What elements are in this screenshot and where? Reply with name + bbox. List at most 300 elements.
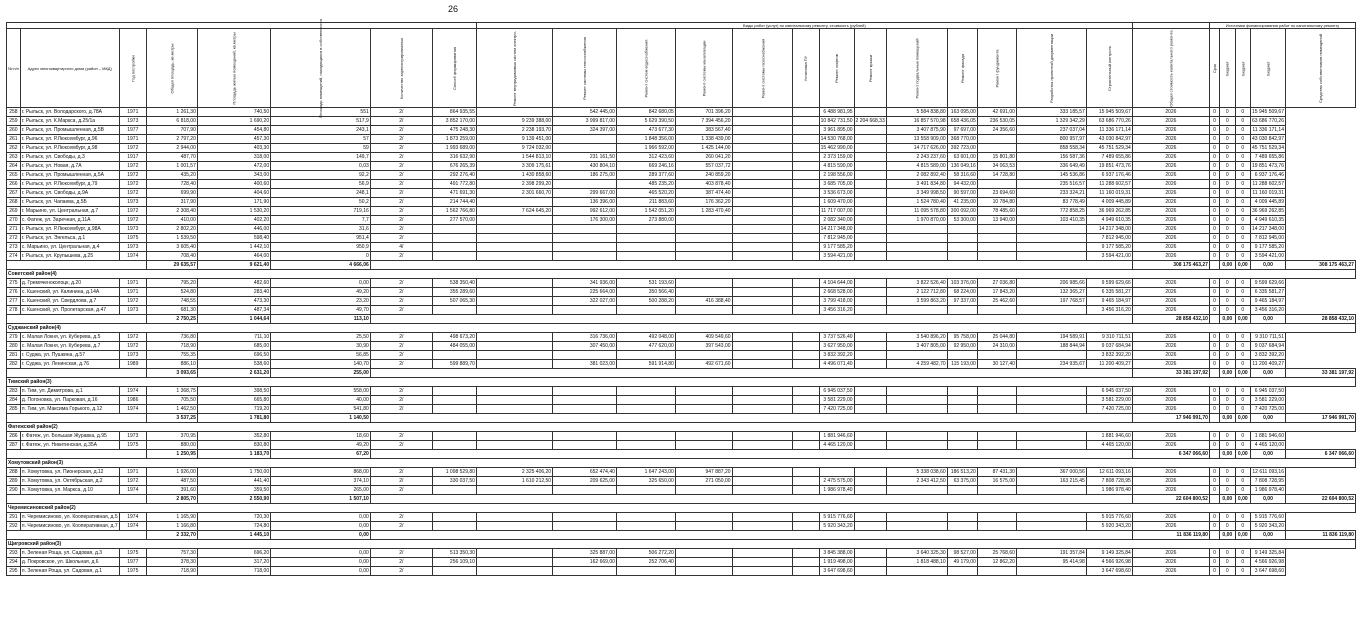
cell-term: 2026 xyxy=(1132,243,1209,252)
cell-c7 xyxy=(793,225,819,234)
works-group-header: Виды работ (услуг) по капитальному ремонту, стоимость (рублей) xyxy=(476,23,1132,29)
cell-b1: 0 xyxy=(1209,180,1219,189)
cell-addr: г. Суджа, ул. Пушкина, д.57 xyxy=(20,351,119,360)
cell-own_funds: 1 986 978,40 xyxy=(1251,486,1286,495)
cell-b3: 0 xyxy=(1235,549,1250,558)
column-header-label: Ремонт системы теплоснабжения xyxy=(581,36,587,100)
cell-c11 xyxy=(947,567,977,576)
cell-year: 1977 xyxy=(119,558,146,567)
cell-c10: 2 243 237,60 xyxy=(886,153,947,162)
cell-c6 xyxy=(732,297,793,306)
cell-c12 xyxy=(977,225,1016,234)
cell-c8: 3 799 418,00 xyxy=(819,297,854,306)
cell-total: 308 175 463,27 xyxy=(1132,261,1209,270)
cell-b3: 0 xyxy=(1235,225,1250,234)
cell-year: 1974 xyxy=(119,486,146,495)
cell-live: 343,00 xyxy=(197,171,270,180)
cell-c1: 316 632,90 xyxy=(432,153,476,162)
cell-c7 xyxy=(793,333,819,342)
cell-live: 473,30 xyxy=(197,297,270,306)
cell-addr: п. Черемисиново, ул. Кооперативная, д.5 xyxy=(21,514,118,520)
cell-live: 711,10 xyxy=(197,333,270,342)
cell-c4: 842 680,05 xyxy=(616,108,675,117)
cell-area: 1 926,00 xyxy=(146,468,197,477)
cell-blank xyxy=(1209,414,1219,423)
cell-c3 xyxy=(553,441,617,450)
cell-reg: 2/ xyxy=(370,549,432,558)
cell-c6 xyxy=(732,333,793,342)
cell-own_funds: 5 920 343,20 xyxy=(1251,522,1286,531)
cell-n: 261 xyxy=(7,135,21,144)
cell-c2 xyxy=(476,513,552,522)
cell-c5 xyxy=(675,558,732,567)
cell-c2 xyxy=(476,234,552,243)
cell-area: 370,95 xyxy=(146,432,197,441)
cell-c5: 1 283 470,40 xyxy=(675,207,732,216)
cell-c1 xyxy=(432,243,476,252)
cell-year: 1972 xyxy=(119,216,146,225)
cell-c11: 300 092,00 xyxy=(947,207,977,216)
cell-n: 262 xyxy=(7,144,21,153)
cell-c6 xyxy=(732,171,793,180)
cell-c3: 225 664,00 xyxy=(553,288,617,297)
cell-c4 xyxy=(616,567,675,576)
cell-c12: 14 728,80 xyxy=(977,171,1016,180)
cell-c9 xyxy=(854,333,886,342)
cell-c12: 25 768,60 xyxy=(977,549,1016,558)
column-header xyxy=(616,29,675,108)
cell-blank xyxy=(370,315,1132,324)
cell-c3 xyxy=(553,243,617,252)
cell-year: 1917 xyxy=(119,153,146,162)
cell-c10: 3 407 805,00 xyxy=(886,342,947,351)
cell-c6 xyxy=(732,207,793,216)
cell-b2: 0 xyxy=(1220,171,1235,180)
cell-c3: 322 027,00 xyxy=(553,297,617,306)
cell-c9 xyxy=(854,351,886,360)
cell-c5: 701 396,20 xyxy=(675,108,732,117)
cell-c8: 3 456 316,20 xyxy=(819,306,854,315)
cell-c4: 473 677,30 xyxy=(616,126,675,135)
cell-c6 xyxy=(732,360,793,369)
cell-term: 2026 xyxy=(1132,180,1209,189)
column-header-label: Бюджет xyxy=(1224,60,1230,76)
cell-addr: с. Кшенский, ул. Калинина, д.14А xyxy=(20,288,119,297)
cell-addr: г. Рыльск, ул. Промышленная, д.5А xyxy=(20,171,119,180)
cell-c7 xyxy=(793,198,819,207)
cell-blank xyxy=(1209,531,1219,540)
cell-addr: п. Зеленая Роща, ул. Садовая, д.1 xyxy=(20,567,119,576)
cell-c8 xyxy=(819,468,854,477)
cell-addr: г. Рыльск, ул. Володарского, д.78А xyxy=(20,108,119,117)
cell-c12 xyxy=(977,234,1016,243)
cell-b1: 0,00 xyxy=(1220,414,1235,423)
column-header xyxy=(854,29,886,108)
cell-total: 28 858 432,10 xyxy=(1132,315,1209,324)
cell-c6 xyxy=(732,135,793,144)
cell-live: 472,00 xyxy=(197,162,270,171)
cell-c4: 252 706,40 xyxy=(616,558,675,567)
cell-year: 1974 xyxy=(119,252,146,261)
cell-b3: 0 xyxy=(1235,351,1250,360)
cell-live: 1 442,10 xyxy=(197,243,270,252)
cell-c6 xyxy=(732,252,793,261)
cell-year: 1971 xyxy=(119,279,146,288)
cell-b1: 0 xyxy=(1209,279,1219,288)
cell-b2: 0,00 xyxy=(1235,495,1250,504)
region-header-row xyxy=(7,423,1356,432)
cell-c5 xyxy=(675,549,732,558)
cell-live: 724,80 xyxy=(197,522,270,531)
cell-c4 xyxy=(616,522,675,531)
cell-c1 xyxy=(432,306,476,315)
cell-c11: 49 179,00 xyxy=(947,558,977,567)
cell-reg: 2/ xyxy=(370,198,432,207)
cell-c2: 2 398 299,20 xyxy=(476,180,552,189)
cell-area: 1 250,95 xyxy=(146,450,197,459)
cell-year: 1975 xyxy=(119,234,146,243)
cell-c12: 87 431,30 xyxy=(977,468,1016,477)
cell-c6 xyxy=(732,351,793,360)
cell-c9 xyxy=(854,144,886,153)
cell-b3: 0 xyxy=(1235,486,1250,495)
cell-c9 xyxy=(854,234,886,243)
cell-c5: 1 425 144,00 xyxy=(675,144,732,153)
column-header xyxy=(1220,29,1235,108)
cell-b3: 0 xyxy=(1235,558,1250,567)
cell-reg: 2/ xyxy=(370,513,432,522)
cell-c4: 531 193,60 xyxy=(616,279,675,288)
cell-year: 1972 xyxy=(119,333,146,342)
cell-b3: 0 xyxy=(1235,468,1250,477)
cell-year: 1973 xyxy=(119,243,146,252)
cell-c4: 289 377,60 xyxy=(616,171,675,180)
cell-b1: 0 xyxy=(1209,405,1219,414)
cell-b1: 0 xyxy=(1209,225,1219,234)
cell-year: 1977 xyxy=(119,126,146,135)
cell-reg: 2/ xyxy=(370,126,432,135)
cell-c9 xyxy=(854,567,886,576)
cell-live: 538,60 xyxy=(197,360,270,369)
cell-c2 xyxy=(476,441,552,450)
cell-total: 36 969 262,85 xyxy=(1086,207,1132,216)
cell-b3: 0 xyxy=(1235,441,1250,450)
cell-own_funds: 19 851 473,76 xyxy=(1252,163,1284,169)
cell-c5 xyxy=(675,432,732,441)
cell-addr: г. Фатеж, ул. Никитинская, д.35А xyxy=(20,441,119,450)
cell-c13: 234 935,67 xyxy=(1016,360,1086,369)
table-row xyxy=(7,306,1356,315)
cell-area: 1 368,75 xyxy=(146,387,197,396)
cell-c6 xyxy=(732,396,793,405)
cell-c9 xyxy=(854,162,886,171)
cell-c10: 4 259 482,70 xyxy=(886,360,947,369)
cell-c3 xyxy=(553,351,617,360)
cell-reg: 2/ xyxy=(370,351,432,360)
cell-live: 685,00 xyxy=(197,342,270,351)
table-row xyxy=(7,144,1356,153)
cell-addr: п. Хомутовка, ул. Октябрьская, д.2 xyxy=(20,477,119,486)
column-header-row xyxy=(7,29,1356,108)
cell-c3 xyxy=(553,144,617,153)
cell-c12: 16 575,00 xyxy=(977,477,1016,486)
cell-year: 1973 xyxy=(119,225,146,234)
column-header-label: Общая стоимость капитального ремонта xyxy=(1168,29,1174,107)
cell-own_funds: 5 915 776,60 xyxy=(1251,513,1286,522)
cell-c6 xyxy=(732,225,793,234)
cell-c13: 145 536,86 xyxy=(1016,171,1086,180)
cell-b2: 0 xyxy=(1220,225,1235,234)
cell-term: 2026 xyxy=(1132,144,1209,153)
cell-c3: 307 450,00 xyxy=(553,342,617,351)
cell-area: 2 802,20 xyxy=(146,225,197,234)
cell-b2: 0 xyxy=(1220,405,1235,414)
cell-b3: 0 xyxy=(1235,189,1250,198)
cell-blank xyxy=(1209,315,1219,324)
cell-c9 xyxy=(854,522,886,531)
cell-total: 9 149 325,84 xyxy=(1086,549,1132,558)
cell-c5: 271 050,00 xyxy=(675,477,732,486)
cell-c3 xyxy=(553,225,617,234)
cell-area: 699,90 xyxy=(146,189,197,198)
cell-live: 283,40 xyxy=(197,288,270,297)
cell-total: 6 347 066,60 xyxy=(1132,450,1209,459)
cell-term: 2026 xyxy=(1132,135,1209,144)
column-header-label: Ремонт крыши xyxy=(867,54,873,82)
cell-term: 2026 xyxy=(1132,513,1209,522)
cell-b3: 0 xyxy=(1235,297,1250,306)
cell-year: 1986 xyxy=(119,396,146,405)
cell-c10: 3 599 863,20 xyxy=(886,297,947,306)
cell-n: 270 xyxy=(7,216,21,225)
cell-area: 748,55 xyxy=(146,297,197,306)
cell-b3: 0 xyxy=(1235,522,1250,531)
cell-b1: 0,00 xyxy=(1220,315,1235,324)
cell-c5 xyxy=(675,225,732,234)
cell-own: 149,7 xyxy=(271,153,371,162)
cell-term: 2026 xyxy=(1132,162,1209,171)
cell-c1: 1 993 689,00 xyxy=(432,144,476,153)
cell-own_funds: 3 581 229,00 xyxy=(1251,396,1286,405)
cell-c5: 403 878,40 xyxy=(675,180,732,189)
cell-year: 1972 xyxy=(119,297,146,306)
table-row xyxy=(7,225,1356,234)
capital-repair-register-table xyxy=(6,18,1356,576)
cell-own_funds: 4 949 610,35 xyxy=(1251,216,1286,225)
cell-c2 xyxy=(476,432,552,441)
cell-n: 281 xyxy=(7,351,21,360)
finance-group-header: Источники финансирования работ по капитальному ремонту xyxy=(1209,23,1355,29)
cell-own_funds: 33 381 197,92 xyxy=(1286,369,1356,378)
cell-c8: 3 685 705,00 xyxy=(819,180,854,189)
cell-c6 xyxy=(732,279,793,288)
cell-c1 xyxy=(432,441,476,450)
cell-c10: 2 082 892,40 xyxy=(886,171,947,180)
cell-c6 xyxy=(732,144,793,153)
cell-c3: 209 625,00 xyxy=(553,477,617,486)
cell-live: 9 621,40 xyxy=(197,261,270,270)
cell-reg: 2/ xyxy=(370,432,432,441)
cell-c5 xyxy=(675,288,732,297)
cell-own: 868,00 xyxy=(271,468,371,477)
cell-addr: г. Рыльск, ул. Свободы, д.9А xyxy=(20,189,119,198)
cell-c9 xyxy=(854,342,886,351)
cell-c13: 333 185,57 xyxy=(1016,108,1086,117)
column-header-label: Ремонт фундамента xyxy=(994,48,1000,88)
cell-c13: 800 957,97 xyxy=(1016,135,1086,144)
cell-area: 707,90 xyxy=(146,126,197,135)
cell-c7 xyxy=(793,234,819,243)
cell-area: 317,90 xyxy=(146,198,197,207)
cell-own: 719,16 xyxy=(271,207,371,216)
cell-addr: с. Малая Локня, ул. Куберева, д.5 xyxy=(20,333,119,342)
cell-area: 3 093,65 xyxy=(146,369,197,378)
cell-c5 xyxy=(675,252,732,261)
column-header-label: Общая площадь, кв.метры xyxy=(169,43,175,93)
cell-total: 3 456 316,20 xyxy=(1086,306,1132,315)
cell-c2 xyxy=(476,486,552,495)
cell-c1 xyxy=(432,405,476,414)
cell-live: 171,90 xyxy=(197,198,270,207)
cell-n: 278 xyxy=(7,306,21,315)
cell-b2: 0 xyxy=(1220,288,1235,297)
cell-n: 282 xyxy=(7,360,21,369)
cell-region-label: Черемисиновский район(2) xyxy=(7,504,1356,513)
cell-c4: 312 423,60 xyxy=(616,153,675,162)
region-header-row xyxy=(7,540,1356,549)
cell-live: 317,20 xyxy=(197,558,270,567)
cell-year: 1972 xyxy=(119,342,146,351)
cell-own_funds: 9 310 711,51 xyxy=(1251,333,1286,342)
cell-reg: 2/ xyxy=(370,468,432,477)
cell-c9 xyxy=(854,396,886,405)
cell-reg: 2/ xyxy=(370,225,432,234)
column-header-label: Год постройки xyxy=(130,54,136,82)
cell-addr: г. Рыльск, ул. Новая, д.7А xyxy=(20,162,119,171)
cell-addr: г. Рыльск, ул. Р.Люксембург, д.96 xyxy=(20,135,119,144)
cell-c9 xyxy=(854,297,886,306)
cell-c11: 63 601,00 xyxy=(947,153,977,162)
cell-c7 xyxy=(793,432,819,441)
cell-c13: 367 000,56 xyxy=(1016,468,1086,477)
cell-term: 2026 xyxy=(1132,486,1209,495)
cell-c11 xyxy=(947,441,977,450)
cell-c8: 2 082 340,00 xyxy=(819,216,854,225)
cell-b1: 0 xyxy=(1209,549,1219,558)
cell-total: 9 177 585,20 xyxy=(1086,243,1132,252)
cell-c11 xyxy=(947,252,977,261)
cell-c4: 325 650,00 xyxy=(616,477,675,486)
cell-b2: 0 xyxy=(1220,513,1235,522)
cell-c8: 5 920 343,20 xyxy=(819,522,854,531)
cell-c5 xyxy=(675,351,732,360)
cell-total: 7 489 655,86 xyxy=(1086,153,1132,162)
cell-live: 403,30 xyxy=(197,144,270,153)
cell-b2: 0 xyxy=(1220,297,1235,306)
cell-b2: 0 xyxy=(1220,108,1235,117)
cell-c13: 103 410,35 xyxy=(1016,216,1086,225)
column-header xyxy=(1016,29,1086,108)
cell-reg: 2/ xyxy=(370,297,432,306)
cell-live: 2 631,20 xyxy=(197,369,270,378)
cell-c10 xyxy=(886,387,947,396)
cell-area: 718,90 xyxy=(146,342,197,351)
cell-c7 xyxy=(793,513,819,522)
cell-reg: 2/ xyxy=(370,207,432,216)
cell-c1: 330 037,50 xyxy=(432,477,476,486)
cell-term: 2026 xyxy=(1132,288,1209,297)
table-row xyxy=(7,567,1356,576)
cell-own_funds: 45 751 529,34 xyxy=(1252,145,1284,151)
cell-c9 xyxy=(854,171,886,180)
cell-n: 274 xyxy=(7,252,21,261)
cell-b3: 0 xyxy=(1235,360,1250,369)
cell-total: 5 920 343,20 xyxy=(1086,522,1132,531)
cell-b3: 0 xyxy=(1235,477,1250,486)
cell-total: 11 336 171,14 xyxy=(1086,126,1132,135)
cell-b3: 0,00 xyxy=(1251,261,1286,270)
cell-b1: 0 xyxy=(1209,288,1219,297)
cell-c5 xyxy=(675,522,732,531)
cell-c2 xyxy=(476,387,552,396)
cell-b2: 0 xyxy=(1220,549,1235,558)
cell-c4 xyxy=(616,432,675,441)
cell-c6 xyxy=(732,513,793,522)
cell-n: 292 xyxy=(7,522,21,531)
cell-c8: 1 919 498,00 xyxy=(819,558,854,567)
cell-b3: 0 xyxy=(1235,432,1250,441)
cell-c11: 392 723,00 xyxy=(947,144,977,153)
cell-c6 xyxy=(732,522,793,531)
cell-own_funds: 43 030 842,97 xyxy=(1252,136,1284,142)
cell-c6 xyxy=(732,162,793,171)
cell-b3: 0 xyxy=(1235,171,1250,180)
cell-c11: 103 376,00 xyxy=(947,279,977,288)
cell-c13: 336 649,49 xyxy=(1016,162,1086,171)
cell-c1 xyxy=(432,513,476,522)
cell-n: 266 xyxy=(7,180,21,189)
cell-addr: г. Фатеж, ул. Большая Журавка, д.95 xyxy=(20,432,119,441)
cell-c9 xyxy=(854,549,886,558)
cell-c13 xyxy=(1016,225,1086,234)
cell-n: 273 xyxy=(7,243,21,252)
column-header-label: Установка ПУ xyxy=(803,55,809,81)
cell-b1: 0 xyxy=(1209,126,1219,135)
cell-live: 482,60 xyxy=(197,279,270,288)
cell-b1: 0 xyxy=(1209,522,1219,531)
cell-c1: 1 873 259,00 xyxy=(432,135,476,144)
cell-c10: 1 970 870,00 xyxy=(886,216,947,225)
column-header xyxy=(793,29,819,108)
cell-b2: 0 xyxy=(1220,333,1235,342)
table-row xyxy=(7,162,1356,171)
cell-c2: 2 301 660,70 xyxy=(476,189,552,198)
cell-own: 265,00 xyxy=(271,486,371,495)
cell-c7 xyxy=(793,108,819,117)
cell-area: 757,30 xyxy=(146,549,197,558)
cell-c6 xyxy=(732,189,793,198)
cell-c10 xyxy=(886,405,947,414)
cell-n: 268 xyxy=(7,198,21,207)
cell-c5: 260 041,20 xyxy=(675,153,732,162)
cell-c1: 513 350,30 xyxy=(432,549,476,558)
cell-term: 2026 xyxy=(1132,432,1209,441)
cell-b3: 0 xyxy=(1235,108,1250,117)
table-row xyxy=(7,351,1356,360)
cell-c10: 13 558 909,00 xyxy=(886,135,947,144)
cell-year: 1972 xyxy=(119,171,146,180)
cell-c5: 409 549,60 xyxy=(675,333,732,342)
